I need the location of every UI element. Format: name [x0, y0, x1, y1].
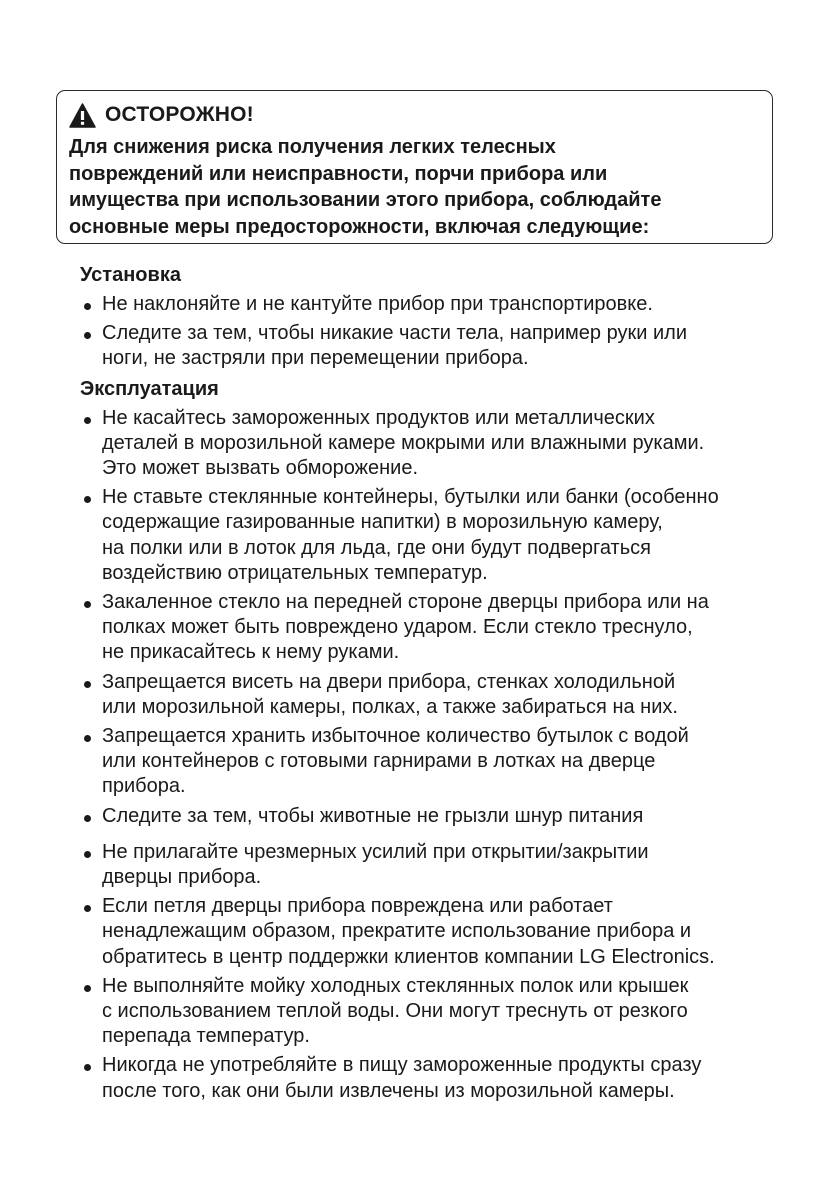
list-item: [80, 590, 825, 666]
list-item: [80, 292, 825, 317]
list-item: [80, 804, 825, 829]
list-item-line: на полки или в лоток для льда, где они будут подвергаться: [102, 536, 651, 559]
list-item: [80, 406, 825, 482]
list-item-line: Не прилагайте чрезмерных усилий при открытии/закрытии: [102, 840, 649, 863]
list-item-line: воздействию отрицательных температур.: [102, 561, 488, 584]
list-item: [80, 894, 825, 970]
list-item-line: Не касайтесь замороженных продуктов или металлических: [102, 406, 655, 429]
list-item-line: ненадлежащим образом, прекратите использование прибора и: [102, 920, 692, 943]
list-item-line: прибора.: [102, 775, 186, 798]
installation-list: [80, 292, 825, 372]
list-item-line: Не ставьте стеклянные контейнеры, бутылки или банки (особенно: [102, 486, 719, 509]
warning-triangle-icon: [69, 103, 96, 128]
section-title-operation: Эксплуатация: [80, 377, 219, 400]
list-item-line: Запрещается висеть на двери прибора, стенках холодильной: [102, 670, 676, 693]
list-item-line: деталей в морозильной камере мокрыми или влажными руками.: [102, 431, 705, 454]
warning-header: [69, 99, 772, 131]
section-title-installation: Установка: [80, 264, 181, 286]
list-item-line: дверцы прибора.: [102, 866, 262, 889]
list-item-line: содержащие газированные напитки) в морозильную камеру,: [102, 511, 663, 534]
list-item-line: с использованием теплой воды. Они могут треснуть от резкого: [102, 1000, 688, 1023]
list-item-line: не прикасайтесь к нему руками.: [102, 641, 400, 664]
list-item-line: или морозильной камеры, полках, а также забираться на них.: [102, 695, 678, 718]
list-item-line: перепада температур.: [102, 1025, 310, 1048]
list-item-line: Закаленное стекло на передней стороне дверцы прибора или на: [102, 591, 709, 614]
list-item-line: ноги, не застряли при перемещении прибора.: [102, 347, 529, 370]
warning-line: основные меры предосторожности, включая следующие:: [69, 215, 650, 238]
list-item: [80, 1053, 825, 1103]
list-item: [80, 670, 825, 720]
warning-line: Для снижения риска получения легких телесных: [69, 136, 556, 158]
list-item-line: Никогда не употребляйте в пищу замороженные продукты сразу: [102, 1054, 702, 1077]
warning-line: имущества при использовании этого прибора, соблюдайте: [69, 189, 662, 211]
instructions-content: [80, 256, 825, 1104]
list-item-line: Если петля дверцы прибора повреждена или работает: [102, 895, 613, 918]
warning-text: [69, 134, 772, 240]
list-item-line: обратитесь в центр поддержки клиентов компании LG Electronics.: [102, 945, 715, 968]
list-item-line: после того, как они были извлечены из морозильной камеры.: [102, 1079, 675, 1102]
list-item-line: Не выполняйте мойку холодных стеклянных полок или крышек: [102, 974, 689, 997]
list-item-line: Не наклоняйте и не кантуйте прибор при транспортировке.: [102, 293, 653, 315]
list-item: [80, 724, 825, 800]
list-item: [80, 840, 825, 890]
list-item-line: Следите за тем, чтобы никакие части тела, например руки или: [102, 322, 687, 345]
warning-box: [56, 90, 773, 244]
list-item-line: Запрещается хранить избыточное количество бутылок с водой: [102, 725, 689, 748]
list-item: [80, 485, 825, 586]
list-item-line: Следите за тем, чтобы животные не грызли шнур питания: [102, 804, 644, 827]
warning-title: ОСТОРОЖНО!: [105, 103, 254, 126]
operation-list: [80, 406, 825, 1104]
list-item: [80, 321, 825, 371]
list-item: [80, 974, 825, 1050]
list-item-line: Это может вызвать обморожение.: [102, 457, 419, 480]
warning-line: повреждений или неисправности, порчи прибора или: [69, 162, 608, 185]
list-item-line: или контейнеров с готовыми гарнирами в лотках на дверце: [102, 750, 656, 773]
list-item-line: полках может быть повреждено ударом. Если стекло треснуло,: [102, 616, 693, 639]
